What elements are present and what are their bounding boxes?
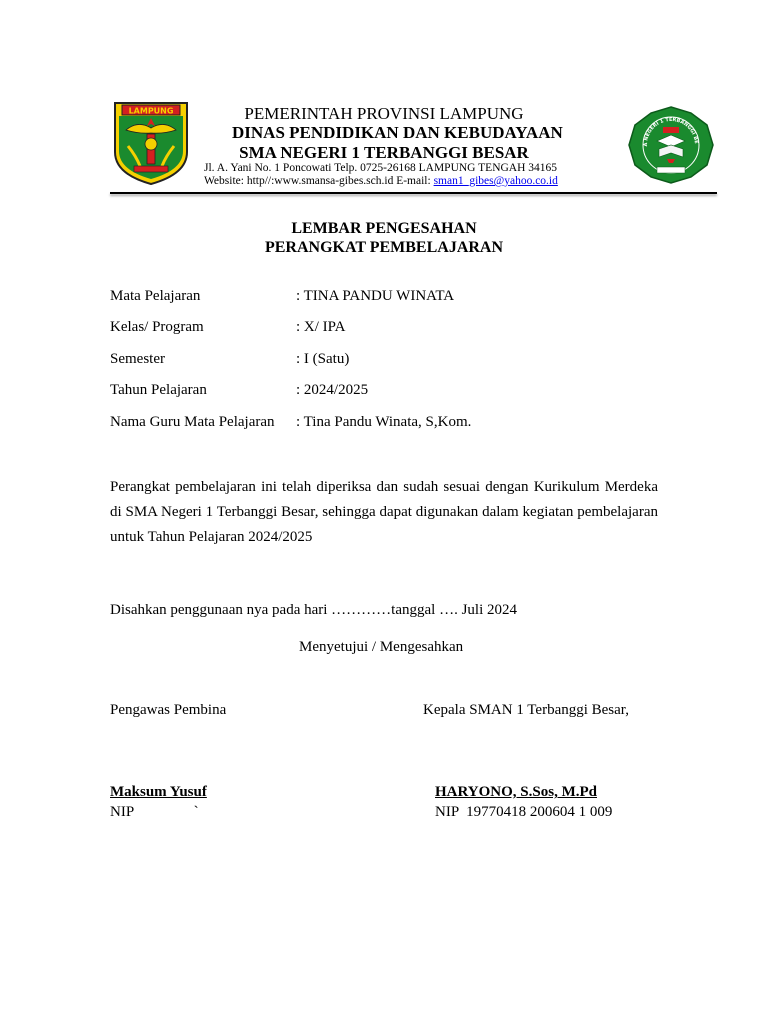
field-label: Mata Pelajaran xyxy=(110,288,201,304)
approval-heading: Menyetujui / Mengesahkan xyxy=(299,639,464,655)
left-signatory-name: Maksum Yusuf xyxy=(110,784,207,800)
field-value: : TINA PANDU WINATA xyxy=(296,288,455,304)
ratification-statement: Disahkan penggunaan nya pada hari …………tanggal …. Juli 2024 xyxy=(110,602,517,618)
field-label: Tahun Pelajaran xyxy=(110,382,207,398)
right-signatory-role: Kepala SMAN 1 Terbanggi Besar, xyxy=(423,702,629,718)
field-value: : 2024/2025 xyxy=(296,382,369,398)
school-contact xyxy=(204,175,558,187)
body-paragraph: Perangkat pembelajaran ini telah diperiksa dan sudah sesuai dengan Kurikulum Merdeka di SMA Negeri 1 Terbanggi Besar, sehingga dapat digunakan dalam kegiatan pembelajaran untuk Tahun Pelajaran 2024/2025 xyxy=(110,479,658,545)
field-value: : Tina Pandu Winata, S,Kom. xyxy=(296,414,472,430)
lampung-province-emblem xyxy=(112,100,190,186)
field-value: : X/ IPA xyxy=(296,319,346,335)
document-title: LEMBAR PENGESAHAN xyxy=(291,220,477,237)
field-row-class xyxy=(110,319,345,336)
field-row-semester xyxy=(110,351,349,368)
left-signatory-role: Pengawas Pembina xyxy=(110,702,227,718)
school-address: Jl. A. Yani No. 1 Poncowati Telp. 0725-26168 LAMPUNG TENGAH 34165 xyxy=(204,162,558,174)
document-subtitle: PERANGKAT PEMBELAJARAN xyxy=(264,239,504,256)
government-name: PEMERINTAH PROVINSI LAMPUNG xyxy=(244,104,524,123)
left-signatory-nip: NIP ` xyxy=(110,804,199,820)
field-label: Semester xyxy=(110,351,165,367)
svg-text:LAMPUNG: LAMPUNG xyxy=(128,106,174,116)
right-signatory-nip: NIP 19770418 200604 1 009 xyxy=(435,804,613,820)
field-label: Kelas/ Program xyxy=(110,319,204,335)
department-name: DINAS PENDIDIKAN DAN KEBUDAYAAN xyxy=(232,123,563,142)
svg-text:SMA NEGERI 1 TERBANGGI BESAR: A NEGERI 1 TERBANGGI BE xyxy=(642,116,700,147)
letterhead-divider xyxy=(110,192,717,194)
right-signatory-name: HARYONO, S.Sos, M.Pd xyxy=(435,784,597,800)
field-value: : I (Satu) xyxy=(296,351,350,367)
field-row-subject xyxy=(110,288,454,305)
field-label: Nama Guru Mata Pelajaran xyxy=(110,414,275,430)
website-text: Website: http//:www.smansa-gibes.sch.id E-mail: xyxy=(204,175,434,187)
school-name: SMA NEGERI 1 TERBANGGI BESAR xyxy=(239,143,529,162)
sman-1-terbanggi-besar-emblem xyxy=(627,105,715,185)
field-row-academic-year xyxy=(110,382,368,399)
email-link[interactable]: sman1_gibes@yahoo.co.id xyxy=(433,175,558,187)
field-row-teacher xyxy=(110,414,471,431)
